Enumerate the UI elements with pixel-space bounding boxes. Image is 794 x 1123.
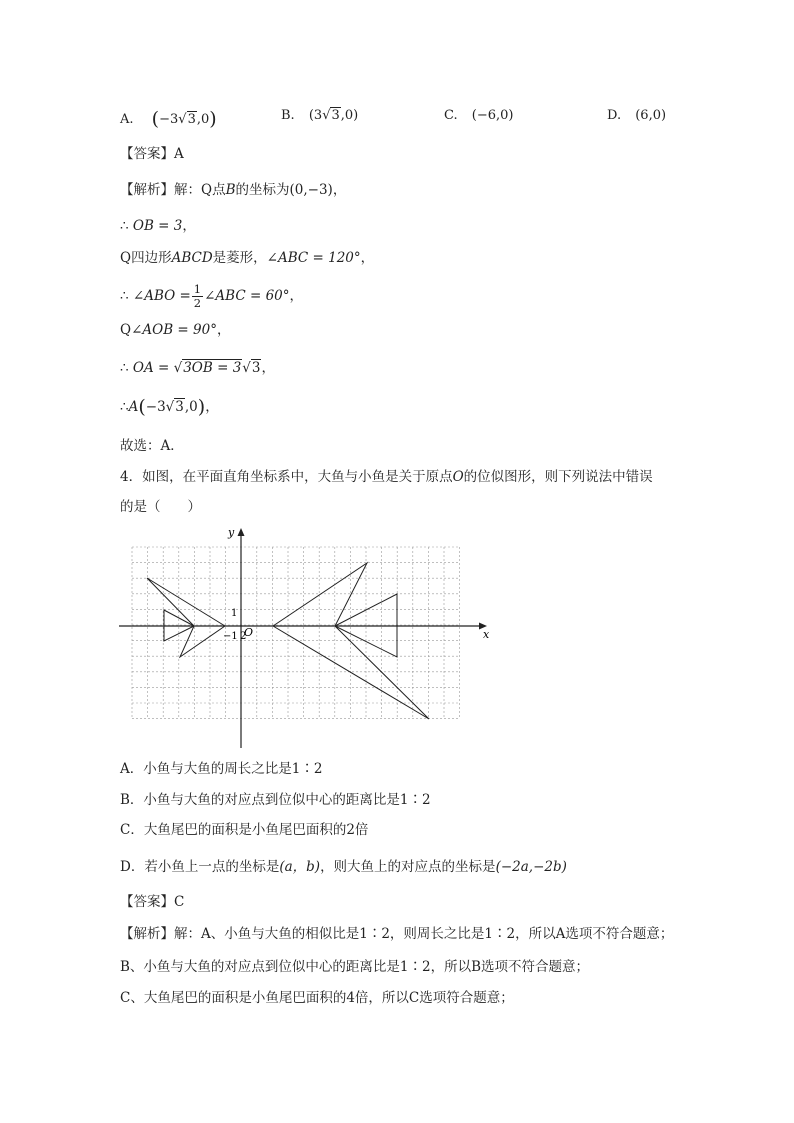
analysis-1-line-2: ∴ OB = 3， [120, 218, 196, 234]
analysis-2-line-2: B、小鱼与大鱼的对应点到位似中心的距离比是1∶2，所以B选项不符合题意； [120, 959, 590, 975]
x-tick-2: 2 [240, 631, 247, 642]
option-a [120, 108, 217, 130]
analysis-tag: 【解析】 [120, 182, 174, 198]
x-axis-label: x [483, 628, 490, 641]
fraction-half: $\frac{1}{2}$ [193, 282, 202, 310]
choice-b: B．小鱼与大鱼的对应点到位似中心的距离比是1∶2 [120, 792, 431, 808]
option-c-value: (−6,0) [471, 108, 514, 123]
answer-tag: 【答案】 [120, 146, 174, 162]
option-c-label: C. [444, 108, 458, 123]
option-b [281, 108, 358, 123]
x-tick-neg1: −1 [223, 631, 238, 642]
analysis-tag: 【解析】 [120, 926, 174, 942]
analysis-1-line-6: ∴ OA = √3OB = 3√3， [120, 360, 275, 376]
option-d-value: (6,0) [635, 108, 667, 123]
answer-value: C [174, 894, 185, 910]
option-b-label: B. [281, 108, 295, 123]
analysis-1-line-5: Q∠AOB = 90°， [120, 322, 231, 338]
fish-coordinate-figure [115, 523, 495, 753]
origin-label: O [244, 626, 254, 639]
analysis-1-line-7: ∴A(−3√3,0)， [120, 396, 219, 418]
question-4-line-1: 4．如图，在平面直角坐标系中，大鱼与小鱼是关于原点O的位似图形，则下列说法中错误 [120, 469, 653, 485]
answer-tag: 【答案】 [120, 894, 174, 910]
big-fish [273, 563, 429, 719]
y-tick-1: 1 [231, 608, 238, 619]
choice-c: C．大鱼尾巴的面积是小鱼尾巴面积的2倍 [120, 822, 369, 838]
option-d [607, 108, 666, 123]
question-4-line-2: 的是（ ） [120, 499, 201, 515]
x-axis [119, 623, 487, 630]
analysis-1-line-4: ∴ ∠ABO = $\frac{1}{2}$ ∠ABC = 60°， [120, 282, 304, 310]
option-c [444, 108, 513, 123]
analysis-1-line-1: 【解析】解：Q点B的坐标为(0,−3)， [120, 182, 347, 198]
answer-2 [120, 892, 184, 912]
grid-lines [132, 547, 460, 719]
option-a-value: (−3√3,0) [151, 108, 217, 130]
y-axis-label: y [228, 526, 235, 539]
choice-a: A．小鱼与大鱼的周长之比是1∶2 [120, 761, 323, 777]
choice-d: D．若小鱼上一点的坐标是(a，b)，则大鱼上的对应点的坐标是(−2a,−2b) [120, 859, 567, 875]
answer-1 [120, 144, 184, 164]
analysis-1-choose: 故选：A． [120, 438, 184, 454]
small-fish [147, 578, 225, 657]
option-a-label: A. [120, 112, 134, 127]
answer-value: A [174, 146, 184, 162]
analysis-1-line-3: Q四边形ABCD是菱形，∠ABC = 120°， [120, 250, 375, 266]
option-b-value: (3√3,0) [308, 108, 359, 123]
option-d-label: D. [607, 108, 622, 123]
analysis-2-line-1: 【解析】解：A、小鱼与大鱼的相似比是1∶2，则周长之比是1∶2，所以A选项不符合题意； [120, 926, 674, 942]
analysis-2-line-3: C、大鱼尾巴的面积是小鱼尾巴面积的4倍，所以C选项符合题意； [120, 990, 514, 1006]
